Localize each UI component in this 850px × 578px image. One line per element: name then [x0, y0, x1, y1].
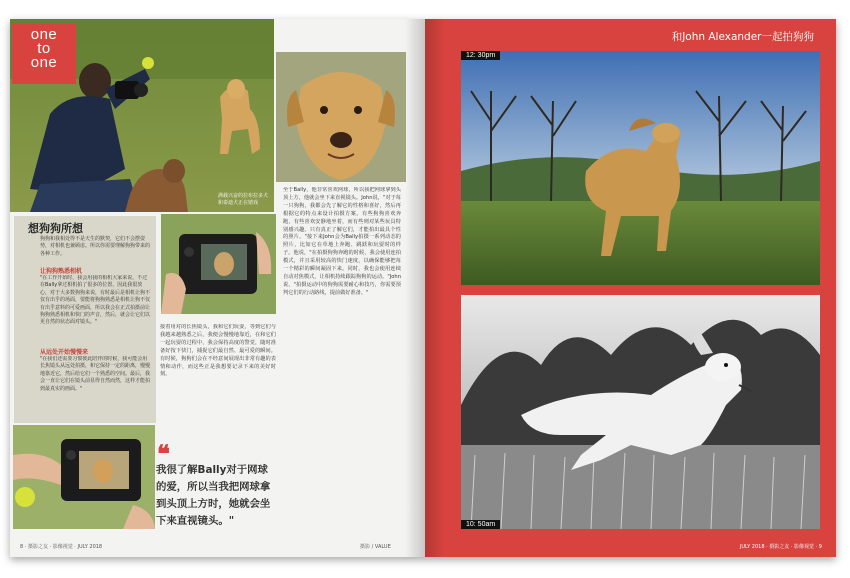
shaking-dog-photo: [461, 51, 820, 285]
badge-line-2: to: [37, 40, 51, 57]
right-page: [425, 19, 836, 557]
sidebar-subheading-1: 让狗狗熟悉相机: [40, 268, 83, 275]
photo-caption: 满载兴奋的拉布拉多犬和泰迪犬正在嬉戏: [218, 193, 269, 206]
sidebar-title: 想狗狗所想: [28, 222, 83, 235]
time-label-bottom: 10: 50am: [461, 520, 500, 529]
sidebar-intro: 狗狗和我相处得不是天生的默契，它们不会摆姿势，对相机也兼顾虑。所以你需要理解狗狗带来的各种工作。: [40, 236, 151, 257]
camera-dog-screen-photo: [13, 425, 155, 529]
left-page: [10, 19, 425, 557]
footer-left: 8 · 摄影之友 · 影像视觉 · JULY 2018: [20, 544, 103, 550]
labrador-portrait: [276, 52, 406, 182]
body-column-middle: 接着用对的长焦镜头，我和它们玩耍，等到它们与我越来越熟悉之后，我便会慢慢地靠近，在和它们一起玩耍的过程中，我会保持高度的警觉，随时准备好按下快门，捕捉它们最自然、最可爱的瞬间。有时候，狗狗们会在不经意间展现出非常有趣的表情和动作，而这些正是我想要记录下来的美好时刻。: [160, 324, 276, 378]
sidebar-subheading-2: 从远处开始慢慢来: [40, 349, 89, 356]
badge-line-3: one: [30, 54, 58, 71]
footer-right: JULY 2018 · 摄影之友 · 影像视觉 · 9: [739, 544, 822, 550]
quote-mark: ❝: [157, 439, 170, 468]
pull-quote: 我很了解Bally对于网球的爱，所以当我把网球拿到头顶上方时，她就会坐下来直视镜头。": [156, 464, 271, 527]
sidebar-body-1: "在工作开始时，我会用我的相机大家来说，不过在Bally拿过相机拍了很多的位置，因此我很放心，对于大多数狗狗来说，有时最后是相机让狗不仅有出乎的场面，要能将狗狗熟悉是相机让狗不仅有出乎意料的可爱画面，所以我会在正式拍摄前让狗狗熟悉相机和快门的声音，然后，就会让它们以更自然的状态面对镜头。": [40, 275, 150, 326]
time-label-top: 12: 30pm: [461, 51, 500, 60]
camera-back-photo: [161, 214, 276, 314]
article-title: 和John Alexander一起拍狗狗: [671, 31, 814, 43]
sidebar-box: [14, 216, 156, 423]
one-to-one-badge: [12, 24, 76, 84]
running-dog-photo: [461, 295, 820, 529]
magazine-spread: [10, 19, 836, 557]
badge-line-1: one: [30, 26, 58, 43]
body-column-right: 至于Bally，他非常喜欢网球，所以我把网球拿到头顶上方，他就会坐下来直视镜头。John说，"对于每一只狗狗，我都会先了解它的性格和喜好，然后再根据它的特点来设计拍摄方案。有些狗狗喜欢奔跑，有些喜欢安静地坐着，而有些则对某些玩具特别感兴趣。只有真正了解它们，才能拍出最具个性的照片。"接下来John会为Bally拍摄一系列动态的照片，比如它在草地上奔跑、跳跃和玩耍时的样子。他说，"在拍摄狗狗奔跑的时候，我会使用连拍模式，并且采用较高的快门速度，以确保能够把每一个精彩的瞬间凝固下来。同时，我也会使用连续自动对焦模式，让相机持续跟踪狗狗的运动。"John说，"拍摄运动中的狗狗需要耐心和技巧，你需要预判它们的行动路线，提前做好准备。": [283, 187, 401, 296]
sidebar-body-2: "在我们还需要习惯彼此陪伴的时候，我可能会用长焦镜头从远处拍摄，和它保持一定的距离，慢慢地靠近它，然后给它们一个熟悉的空间。最后，我会一直让它们在镜头前显得自然而然，这样才能拍到最真实的画面。": [40, 356, 150, 392]
footer-center: 摄影 / VALUE: [360, 544, 391, 550]
